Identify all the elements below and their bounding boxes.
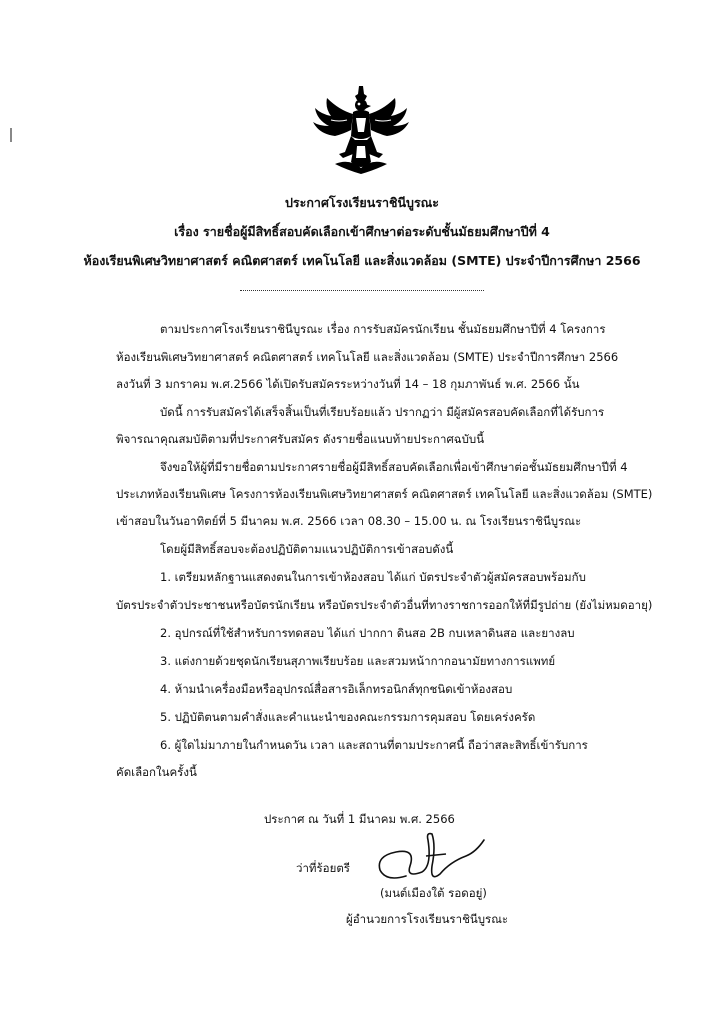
paragraph-1-line-1: ตามประกาศโรงเรียนราชินีบูรณะ เรื่อง การรับสมัครนักเรียน ชั้นมัธยมศึกษาปีที่ 4 โครงการ [160, 322, 606, 336]
rule-5: 5. ปฏิบัติตนตามคำสั่งและคำแนะนำของคณะกรรมการคุมสอบ โดยเคร่งครัด [160, 710, 536, 724]
paragraph-4: โดยผู้มีสิทธิ์สอบจะต้องปฏิบัติตามแนวปฏิบัติการเข้าสอบดังนี้ [160, 542, 454, 556]
paragraph-3-line-1: จึงขอให้ผู้ที่มีรายชื่อตามประกาศรายชื่อผู้มีสิทธิ์สอบคัดเลือกเพื่อเข้าศึกษาต่อชั้นมัธยมศึกษาปีที่ 4 [160, 460, 628, 474]
paragraph-3-line-3: เข้าสอบในวันอาทิตย์ที่ 5 มีนาคม พ.ศ. 2566 เวลา 08.30 – 15.00 น. ณ โรงเรียนราชินีบูรณะ [116, 514, 582, 528]
rule-1-line-1: 1. เตรียมหลักฐานแสดงตนในการเข้าห้องสอบ ได้แก่ บัตรประจำตัวผู้สมัครสอบพร้อมกับ [160, 570, 586, 584]
signer-name: (มนต์เมืองใต้ รอดอยู่) [380, 886, 487, 900]
rule-3: 3. แต่งกายด้วยชุดนักเรียนสุภาพเรียบร้อย และสวมหน้ากากอนามัยทางการแพทย์ [160, 654, 556, 668]
signature-icon [366, 826, 486, 888]
paragraph-1-line-3: ลงวันที่ 3 มกราคม พ.ศ.2566 ได้เปิดรับสมัครระหว่างวันที่ 14 – 18 กุมภาพันธ์ พ.ศ. 2566 นั้น [116, 377, 580, 391]
announcement-program: ห้องเรียนพิเศษวิทยาศาสตร์ คณิตศาสตร์ เทคโนโลยี และสิ่งแวดล้อม (SMTE) ประจำปีการศึกษา 2566 [83, 253, 641, 268]
signer-rank: ว่าที่ร้อยตรี [296, 861, 350, 875]
rule-1-line-2: บัตรประจำตัวประชาชนหรือบัตรนักเรียน หรือบัตรประจำตัวอื่นที่ทางราชการออกให้ที่มีรูปถ่าย (ยังไม่หมดอายุ) [116, 598, 653, 612]
scan-artifact [10, 128, 12, 142]
announcement-title: ประกาศโรงเรียนราชินีบูรณะ [285, 195, 439, 210]
dotted-divider [240, 290, 484, 291]
rule-4: 4. ห้ามนำเครื่องมือหรืออุปกรณ์สื่อสารอิเล็กทรอนิกส์ทุกชนิดเข้าห้องสอบ [160, 682, 513, 696]
rule-2: 2. อุปกรณ์ที่ใช้สำหรับการทดสอบ ได้แก่ ปากกา ดินสอ 2B กบเหลาดินสอ และยางลบ [160, 626, 575, 640]
paragraph-1-line-2: ห้องเรียนพิเศษวิทยาศาสตร์ คณิตศาสตร์ เทคโนโลยี และสิ่งแวดล้อม (SMTE) ประจำปีการศึกษา 2566 [116, 350, 619, 364]
garuda-emblem-icon [309, 84, 413, 176]
announce-date: ประกาศ ณ วันที่ 1 มีนาคม พ.ศ. 2566 [264, 812, 455, 826]
rule-6-line-2: คัดเลือกในครั้งนี้ [116, 765, 197, 779]
announcement-subject: เรื่อง รายชื่อผู้มีสิทธิ์สอบคัดเลือกเข้าศึกษาต่อระดับชั้นมัธยมศึกษาปีที่ 4 [174, 224, 550, 239]
paragraph-3-line-2: ประเภทห้องเรียนพิเศษ โครงการห้องเรียนพิเศษวิทยาศาสตร์ คณิตศาสตร์ เทคโนโลยี และสิ่งแวดล้อม (SMTE) [116, 487, 653, 501]
rule-6-line-1: 6. ผู้ใดไม่มาภายในกำหนดวัน เวลา และสถานที่ตามประกาศนี้ ถือว่าสละสิทธิ์เข้ารับการ [160, 738, 588, 752]
paragraph-2-line-2: พิจารณาคุณสมบัติตามที่ประกาศรับสมัคร ดังรายชื่อแนบท้ายประกาศฉบับนี้ [116, 432, 485, 446]
signer-position: ผู้อำนวยการโรงเรียนราชินีบูรณะ [346, 912, 509, 926]
paragraph-2-line-1: บัดนี้ การรับสมัครได้เสร็จสิ้นเป็นที่เรียบร้อยแล้ว ปรากฏว่า มีผู้สมัครสอบคัดเลือกที่ได้รับการ [160, 405, 605, 419]
